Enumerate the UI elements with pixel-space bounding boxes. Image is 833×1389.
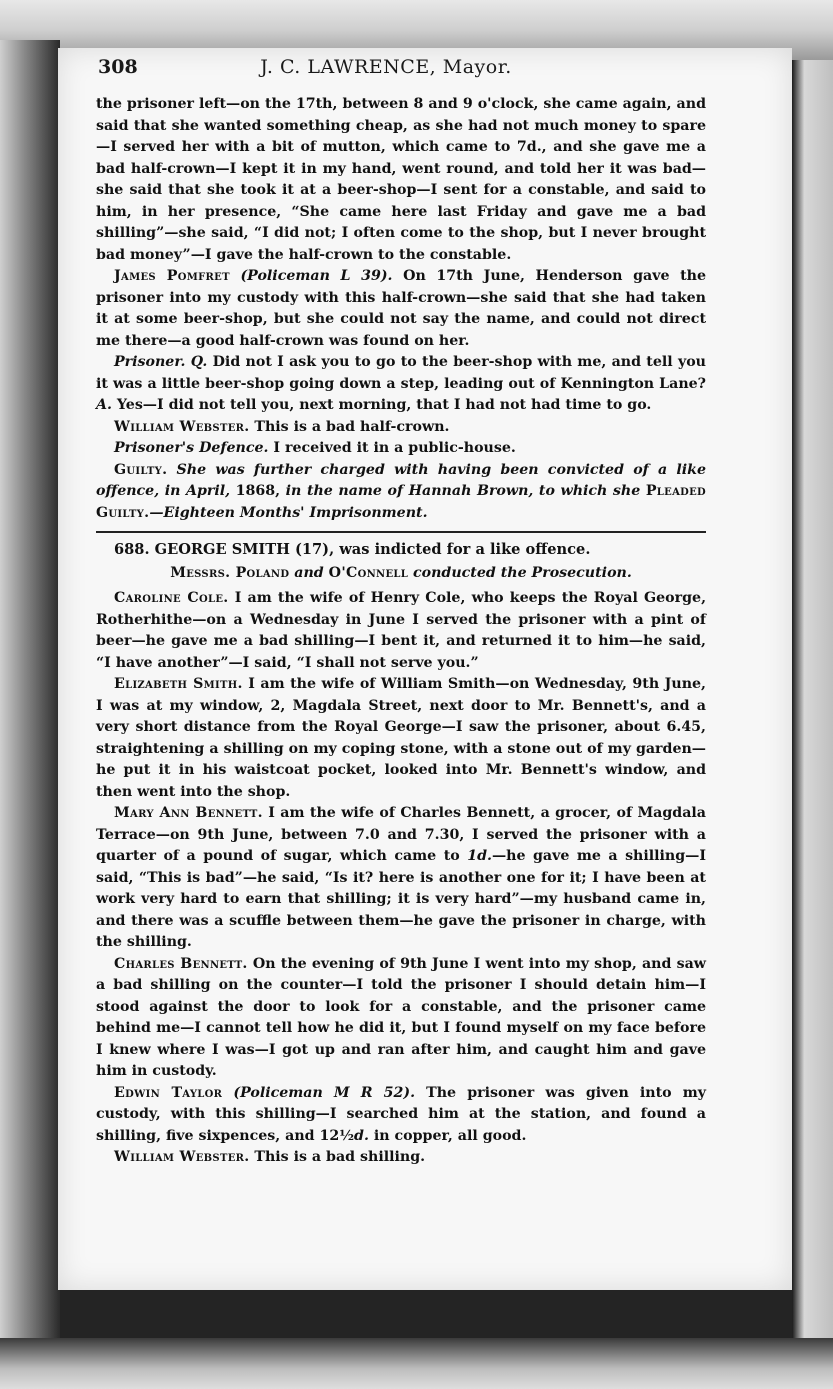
- witness-name: Elizabeth Smith.: [114, 676, 243, 692]
- paragraph-edwin-taylor: [96, 1083, 706, 1148]
- witness-role: (Policeman M R 52).: [233, 1084, 416, 1101]
- paragraph-continuation: the prisoner left—on the 17th, between 8 and 9 o'clock, she came again, and said that she wanted something cheap, as she had not much money to spare—I served her with a bit of mutton, which came to 7d., and she gave me a bad half-crown—I kept it in my hand, went round, and told her it was bad—she said that she took it at a beer-shop—I sent for a constable, and said to him, in her presence, “She came here last Friday and gave me a bad shilling”—she said, “I did not; I often come to the shop, but I never brought bad money”—I gave the half-crown to the constable.: [96, 96, 706, 263]
- case-heading: 688. GEORGE SMITH (17), was indicted for a like offence.: [114, 541, 591, 558]
- plea-label: Pleaded Guilty.: [96, 483, 706, 521]
- paragraph-verdict: [96, 460, 706, 525]
- witness-name: Caroline Cole.: [114, 590, 229, 606]
- running-head: J. C. LAWRENCE, Mayor.: [260, 56, 512, 78]
- answer-text: Yes—I did not tell you, next morning, that I had not had time to go.: [111, 397, 652, 413]
- book-spine-edge: [0, 40, 60, 1340]
- paragraph-prisoner-defence: [96, 438, 706, 460]
- witness-name: James Pomfret: [114, 268, 230, 284]
- verdict-label: Guilty.: [114, 461, 168, 478]
- defence-text: I received it in a public-house.: [268, 440, 516, 456]
- verdict-text-continued: in the name of Hannah Brown, to which she: [285, 483, 641, 499]
- testimony-text: This is a bad half-crown.: [249, 418, 450, 435]
- verdict-year: 1868,: [230, 483, 286, 499]
- page-number: 308: [98, 56, 138, 78]
- testimony-text: I am the wife of Charles Bennett, a grocer, of Magdala Terrace—on 9th June, between 7.0 and 7.30, I served the prisoner with a quarter of a pound of sugar, which came to: [96, 805, 706, 864]
- testimony-text: I am the wife of William Smith—on Wednesday, 9th June, I was at my window, 2, Magdala Street, next door to Mr. Bennett's, and a very short distance from the Royal George—I saw the prisoner, about 6.45, straightening a shilling on my coping stone, with a stone out of my garden—he put it in his waistcoat pocket, looked into Mr. Bennett's window, and then went into the shop.: [96, 676, 706, 800]
- answer-marker: A.: [96, 397, 112, 413]
- amount-text: 1d.: [467, 848, 492, 864]
- paragraph-charles-bennett: [96, 954, 706, 1083]
- defence-label: Prisoner's Defence.: [114, 440, 269, 456]
- witness-name: William Webster.: [114, 418, 250, 435]
- adjacent-page-edge: [792, 60, 833, 1340]
- testimony-text-continued: in copper, all good.: [368, 1127, 527, 1144]
- testimony-text: The prisoner was given into my custody, with this shilling—I searched him at the station, and found a shilling, five sixpences, and 12½: [96, 1084, 706, 1144]
- counsel-name: Messrs. Poland: [170, 564, 290, 581]
- paragraph-prisoner-question: [96, 352, 706, 417]
- testimony-text: On 17th June, Henderson gave the prisoner into my custody with this half-crown—she said that she had taken it at some beer-shop, but she could not say the name, and could not direct me there—a good half-crown was found on her.: [96, 268, 706, 349]
- paragraph-william-webster: [96, 417, 706, 439]
- currency-unit: d.: [354, 1127, 369, 1144]
- paragraph-james-pomfret: [96, 266, 706, 352]
- witness-name: William Webster.: [114, 1149, 250, 1165]
- witness-role: (Policeman L 39).: [240, 268, 393, 284]
- paragraph-mary-ann-bennett: [96, 803, 706, 954]
- testimony-text: This is a bad shilling.: [249, 1149, 426, 1165]
- counsel-name-second: O'Connell: [328, 564, 409, 581]
- witness-name: Mary Ann Bennett.: [114, 805, 263, 821]
- witness-name: Edwin Taylor: [114, 1084, 223, 1101]
- testimony-text: On the evening of 9th June I went into my shop, and saw a bad shilling on the counter—I told the prisoner I should detain him—I stood against the door to look for a constable, and the prisoner came behind me—I cannot tell how he did it, but I found myself on my face before I knew where I was—I got up and ran after him, and caught him and gave him in custody.: [96, 955, 707, 1079]
- paragraph-elizabeth-smith: [96, 674, 706, 803]
- bottom-background: [0, 1338, 833, 1389]
- speaker-label: Prisoner.: [114, 354, 186, 370]
- page-header: [98, 50, 674, 90]
- counsel-line: [96, 563, 706, 585]
- case-divider: [96, 531, 706, 533]
- question-marker: Q.: [190, 354, 208, 370]
- sentence-text: —Eighteen Months' Imprisonment.: [149, 504, 428, 521]
- paragraph-william-webster-second: [96, 1147, 706, 1169]
- question-text: Did not I ask you to go to the beer-shop with me, and tell you it was a little beer-shop going down a step, leading out of Kennington Lane?: [96, 354, 706, 392]
- page-text: [96, 94, 706, 1169]
- witness-name: Charles Bennett.: [114, 955, 248, 972]
- paragraph-caroline-cole: [96, 588, 706, 674]
- testimony-text: I am the wife of Henry Cole, who keeps the Royal George, Rotherhithe—on a Wednesday in June I served the prisoner with a pint of beer—he gave me a bad shilling—I bent it, and returned it to him—he said, “I have another”—I said, “I shall not serve you.”: [96, 590, 707, 671]
- testimony-text-continued: —he gave me a shilling—I said, “This is bad”—he said, “Is it? here is another one for it; I have been at work very hard to earn that shilling; it is very hard”—my husband came in, and there was a scuffle between them—he gave the prisoner in charge, with the shilling.: [96, 848, 706, 950]
- verdict-text: She was further charged with having been convicted of a like offence, in April,: [96, 461, 706, 499]
- counsel-conjunction: and: [289, 564, 329, 581]
- counsel-text: conducted the Prosecution.: [408, 564, 632, 581]
